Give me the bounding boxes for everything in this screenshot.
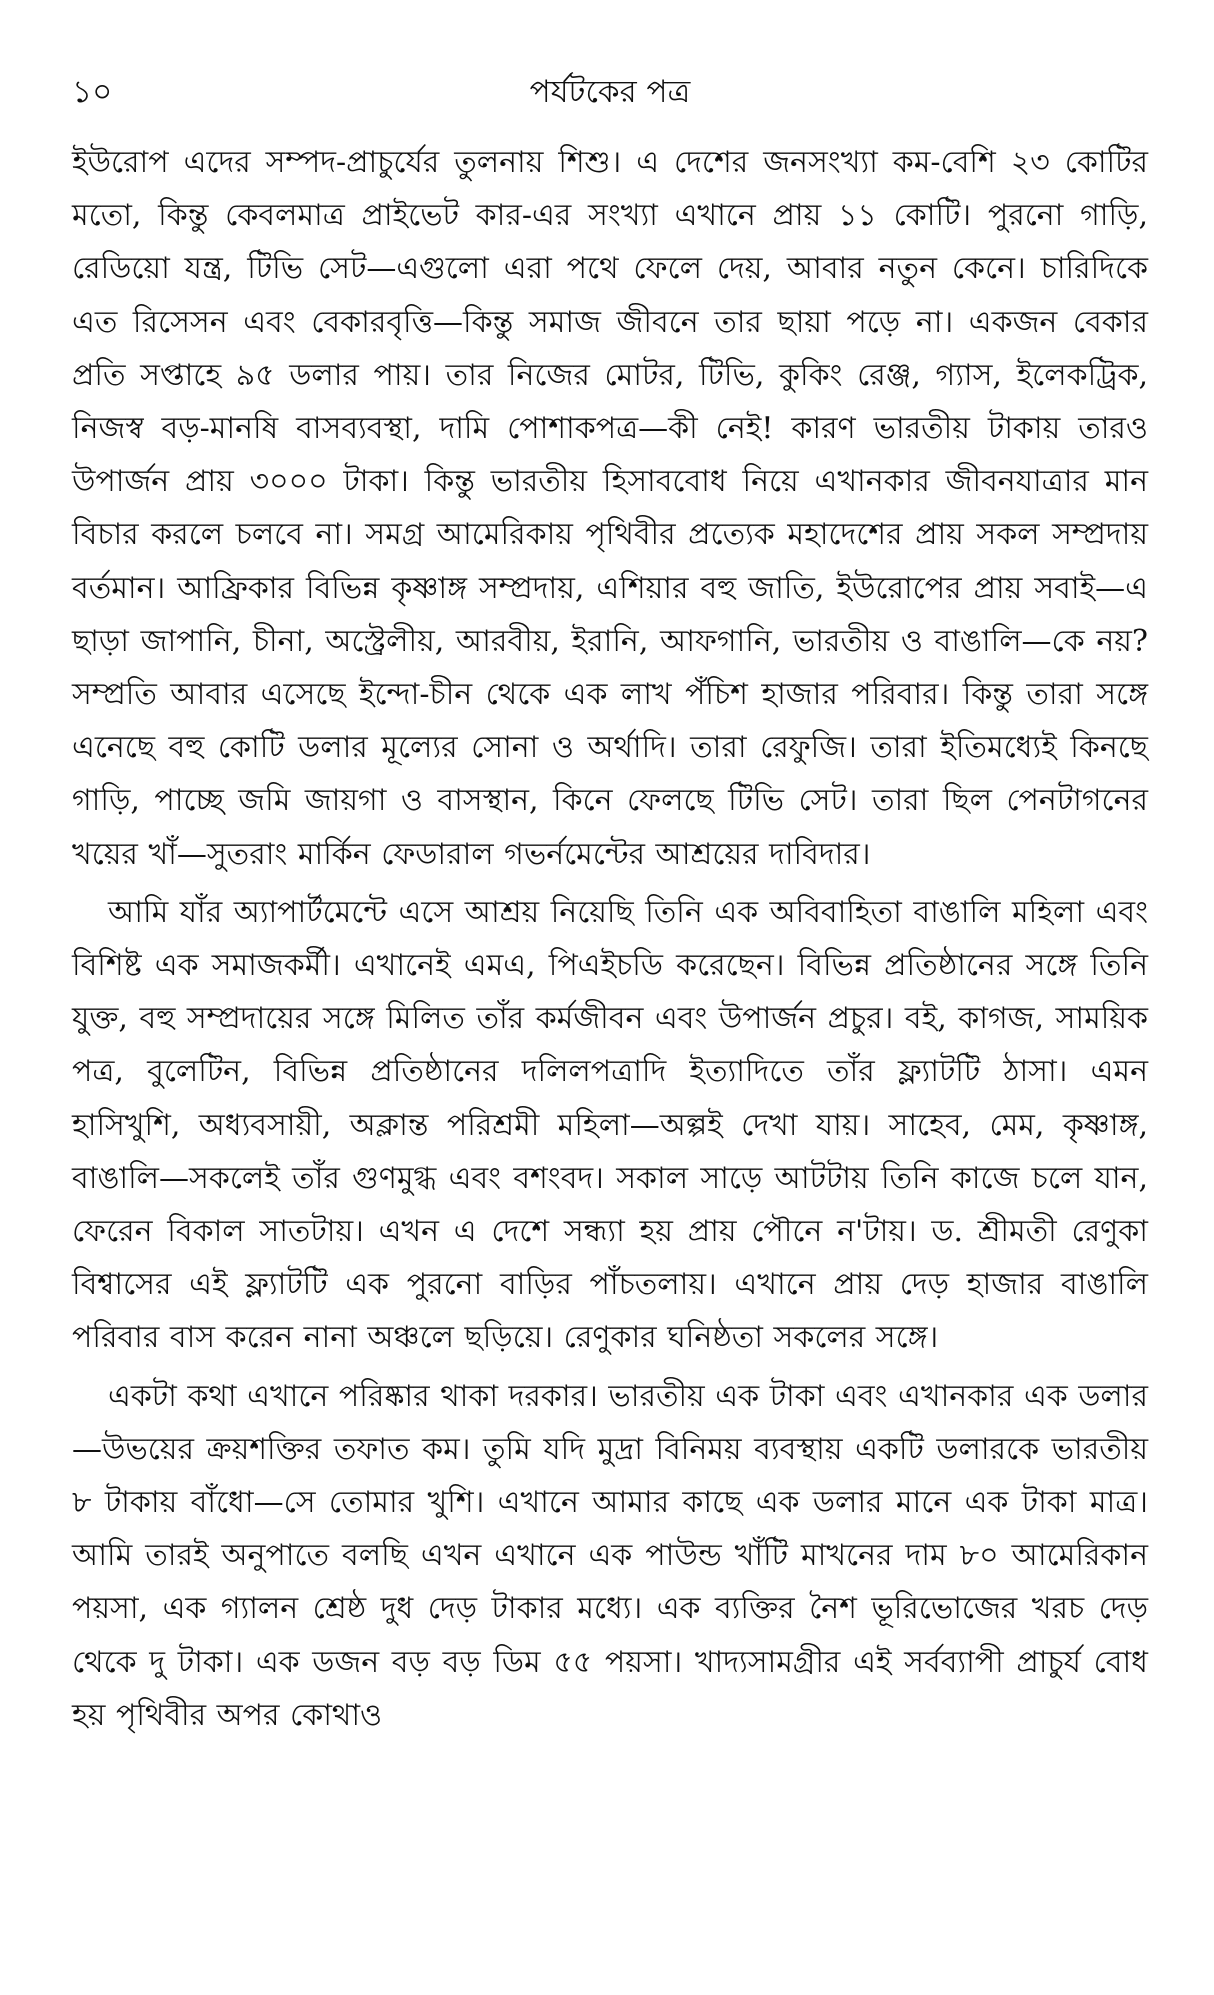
- paragraph-1: ইউরোপ এদের সম্পদ-প্রাচুর্যের তুলনায় শিশু। এ দেশের জনসংখ্যা কম-বেশি ২৩ কোটির মতো, কিন্তু কেবলমাত্র প্রাইভেট কার-এর সংখ্যা এখানে প্রায় ১১ কোটি। পুরনো গাড়ি, রেডিয়ো যন্ত্র, টিভি সেট—এগুলো এরা পথে ফেলে দেয়, আবার নতুন কেনে। চারিদিকে এত রিসেসন এবং বেকারবৃত্তি—কিন্তু সমাজ জীবনে তার ছায়া পড়ে না। একজন বেকার প্রতি সপ্তাহে ৯৫ ডলার পায়। তার নিজের মোটর, টিভি, কুকিং রেঞ্জ, গ্যাস, ইলেকট্রিক, নিজস্ব বড়-মানষি বাসব্যবস্থা, দামি পোশাকপত্র—কী নেই! কারণ ভারতীয় টাকায় তারও উপার্জন প্রায় ৩০০০ টাকা। কিন্তু ভারতীয় হিসাববোধ নিয়ে এখানকার জীবনযাত্রার মান বিচার করলে চলবে না। সমগ্র আমেরিকায় পৃথিবীর প্রত্যেক মহাদেশের প্রায় সকল সম্প্রদায় বর্তমান। আফ্রিকার বিভিন্ন কৃষ্ণাঙ্গ সম্প্রদায়, এশিয়ার বহু জাতি, ইউরোপের প্রায় সবাই—এ ছাড়া জাপানি, চীনা, অস্ট্রেলীয়, আরবীয়, ইরানি, আফগানি, ভারতীয় ও বাঙালি—কে নয়? সম্প্রতি আবার এসেছে ইন্দো-চীন থেকে এক লাখ পঁচিশ হাজার পরিবার। কিন্তু তারা সঙ্গে এনেছে বহু কোটি ডলার মূল্যের সোনা ও অর্থাদি। তারা রেফুজি। তারা ইতিমধ্যেই কিনছে গাড়ি, পাচ্ছে জমি জায়গা ও বাসস্থান, কিনে ফেলছে টিভি সেট। তারা ছিল পেনটাগনের খয়ের খাঁ—সুতরাং মার্কিন ফেডারাল গভর্নমেন্টের আশ্রয়ের দাবিদার।: [72, 145, 1148, 872]
- page-header: [72, 62, 1148, 114]
- running-title: পর্যটকের পত্র: [529, 74, 691, 110]
- page-number: ১০: [72, 74, 113, 110]
- paragraph-2: আমি যাঁর অ্যাপার্টমেন্টে এসে আশ্রয় নিয়েছি তিনি এক অবিবাহিতা বাঙালি মহিলা এবং বিশিষ্ট এক সমাজকর্মী। এখানেই এমএ, পিএইচডি করেছেন। বিভিন্ন প্রতিষ্ঠানের সঙ্গে তিনি যুক্ত, বহু সম্প্রদায়ের সঙ্গে মিলিত তাঁর কর্মজীবন এবং উপার্জন প্রচুর। বই, কাগজ, সাময়িক পত্র, বুলেটিন, বিভিন্ন প্রতিষ্ঠানের দলিলপত্রাদি ইত্যাদিতে তাঁর ফ্ল্যাটটি ঠাসা। এমন হাসিখুশি, অধ্যবসায়ী, অক্লান্ত পরিশ্রমী মহিলা—অল্পই দেখা যায়। সাহেব, মেম, কৃষ্ণাঙ্গ, বাঙালি—সকলেই তাঁর গুণমুগ্ধ এবং বশংবদ। সকাল সাড়ে আটটায় তিনি কাজে চলে যান, ফেরেন বিকাল সাতটায়। এখন এ দেশে সন্ধ্যা হয় প্রায় পৌনে ন'টায়। ড. শ্রীমতী রেণুকা বিশ্বাসের এই ফ্ল্যাটটি এক পুরনো বাড়ির পাঁচতলায়। এখানে প্রায় দেড় হাজার বাঙালি পরিবার বাস করেন নানা অঞ্চলে ছড়িয়ে। রেণুকার ঘনিষ্ঠতা সকলের সঙ্গে।: [72, 894, 1148, 1356]
- paragraph-3: একটা কথা এখানে পরিষ্কার থাকা দরকার। ভারতীয় এক টাকা এবং এখানকার এক ডলার—উভয়ের ক্রয়শক্তির তফাত কম। তুমি যদি মুদ্রা বিনিময় ব্যবস্থায় একটি ডলারকে ভারতীয় ৮ টাকায় বাঁধো—সে তোমার খুশি। এখানে আমার কাছে এক ডলার মানে এক টাকা মাত্র। আমি তারই অনুপাতে বলছি এখন এখানে এক পাউন্ড খাঁটি মাখনের দাম ৮০ আমেরিকান পয়সা, এক গ্যালন শ্রেষ্ঠ দুধ দেড় টাকার মধ্যে। এক ব্যক্তির নৈশ ভূরিভোজের খরচ দেড় থেকে দু টাকা। এক ডজন বড় বড় ডিম ৫৫ পয়সা। খাদ্যসামগ্রীর এই সর্বব্যাপী প্রাচুর্য বোধ হয় পৃথিবীর অপর কোথাও: [72, 1378, 1148, 1733]
- body-text: [72, 136, 1148, 1742]
